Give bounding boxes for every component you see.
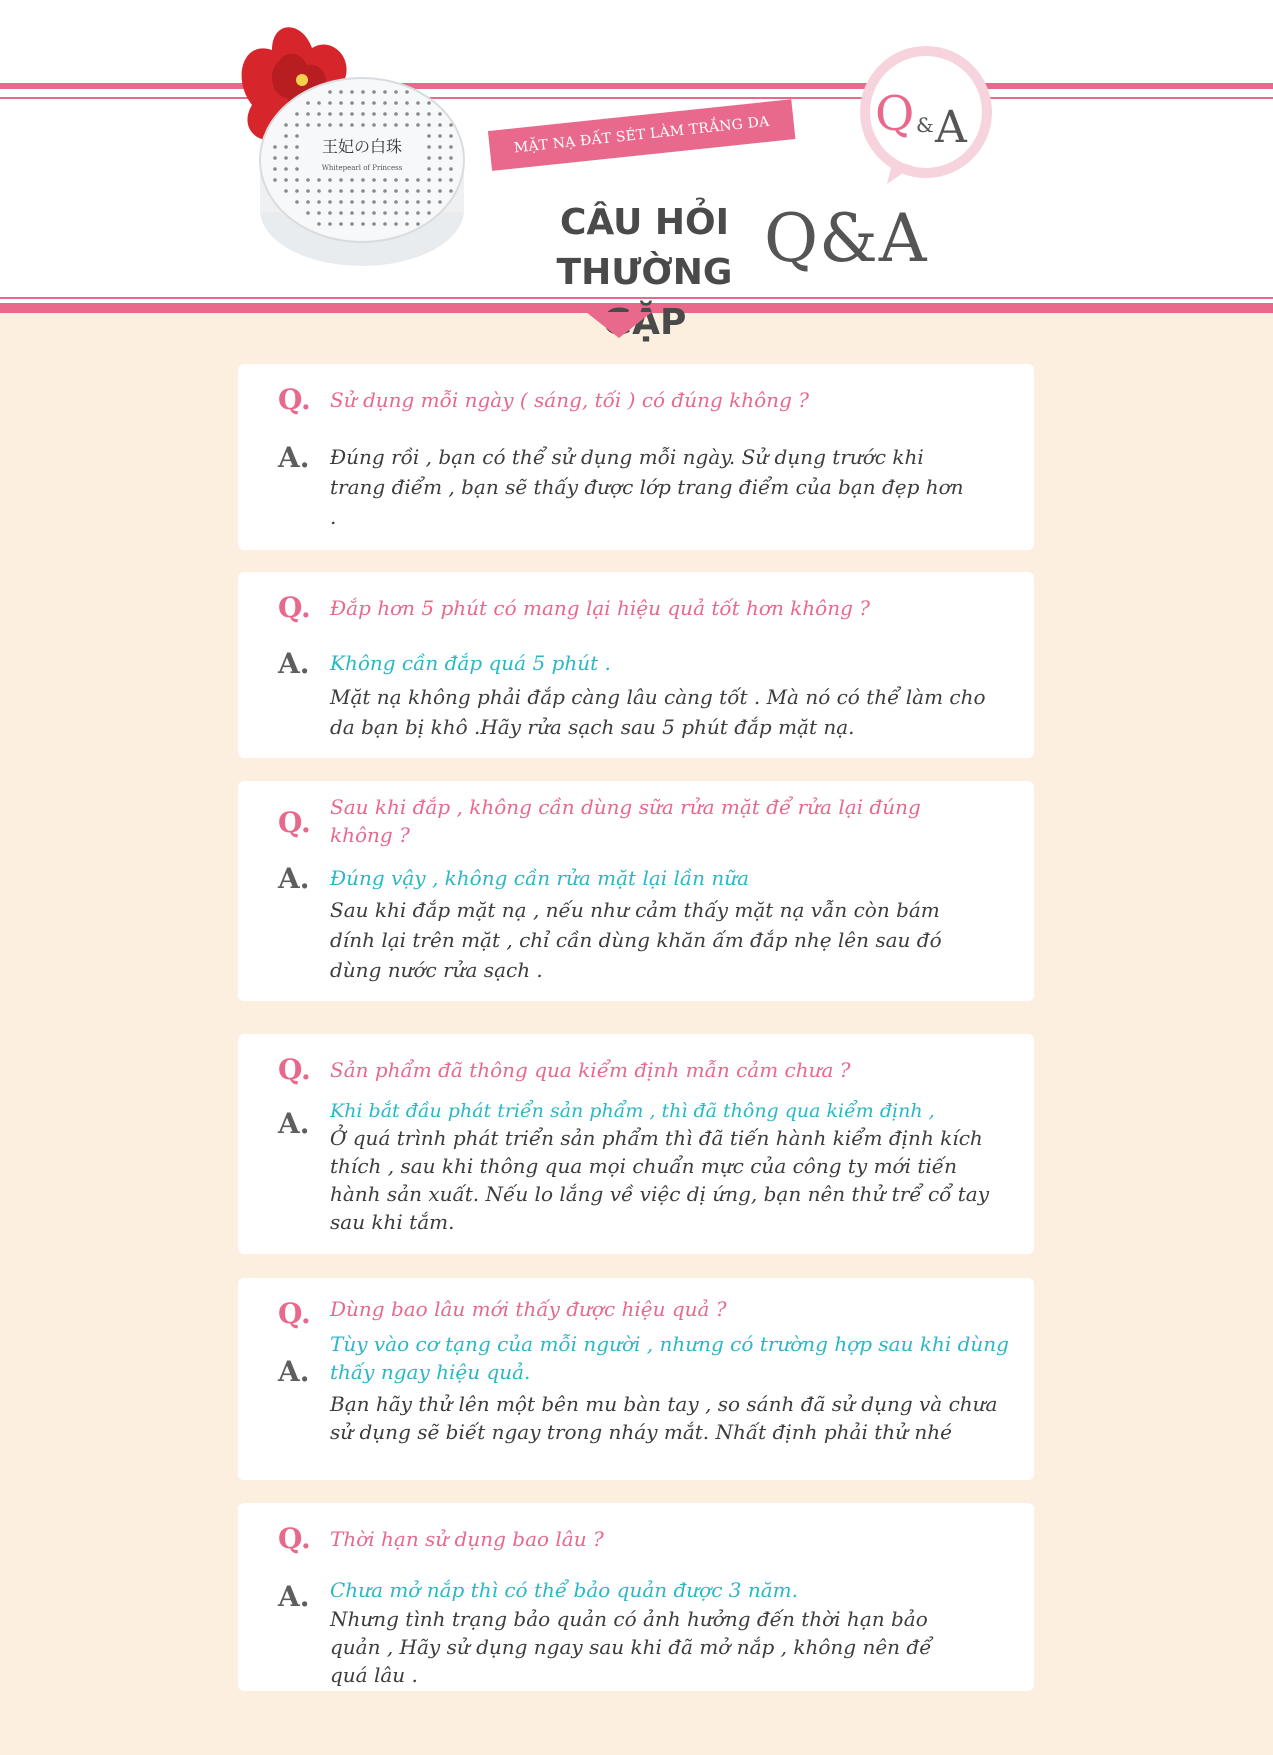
qa-speech-bubble-icon xyxy=(853,42,999,188)
faq-card-1 xyxy=(238,364,1034,550)
answer-head: Đúng vậy , không cần rửa mặt lại lần nữa xyxy=(330,866,750,890)
q-mark: Q. xyxy=(278,1053,311,1086)
top-thin-stripe xyxy=(0,97,1273,99)
qa-logo: Q&A xyxy=(764,200,928,277)
question-text: Sản phẩm đã thông qua kiểm định mẫn cảm chưa ? xyxy=(330,1058,851,1082)
answer-body: Ở quá trình phát triển sản phẩm thì đã tiến hành kiểm định kích thích , sau khi thông qua mọi chuẩn mực của công ty mới tiến hành sản xuất. Nếu lo lắng về việc dị ứng, bạn nên thử trể cổ tay sau khi tắm. xyxy=(330,1126,989,1234)
faq-card-4 xyxy=(238,1034,1034,1254)
product-image xyxy=(232,10,472,300)
faq-card-2 xyxy=(238,572,1034,758)
answer-head: Chưa mở nắp thì có thể bảo quản được 3 năm. xyxy=(330,1578,798,1602)
answer-head: Khi bắt đầu phát triển sản phẩm , thì đã thông qua kiểm định , xyxy=(330,1100,935,1122)
bubble-a-letter: A xyxy=(935,102,967,153)
product-label-main: 王妃の白珠 xyxy=(321,137,403,156)
a-mark: A. xyxy=(278,1107,310,1140)
a-mark: A. xyxy=(278,441,310,474)
answer-body: Bạn hãy thử lên một bên mu bàn tay , so sánh đã sử dụng và chưa sử dụng sẽ biết ngay trong nháy mắt. Nhất định phải thử nhé xyxy=(330,1392,998,1444)
a-mark: A. xyxy=(278,862,310,895)
product-tag: MẶT NẠ ĐẤT SÉT LÀM TRẮNG DA xyxy=(488,99,796,171)
q-mark: Q. xyxy=(278,383,311,416)
question-text: Dùng bao lâu mới thấy được hiệu quả ? xyxy=(330,1297,727,1321)
header-pointer-icon xyxy=(586,312,652,338)
question-text: Thời hạn sử dụng bao lâu ? xyxy=(330,1527,604,1551)
faq-card-6 xyxy=(238,1503,1034,1691)
answer-head: Tùy vào cơ tạng của mỗi người , nhưng có trường hợp sau khi dùng thấy ngay hiệu quả. xyxy=(330,1332,1009,1384)
a-mark: A. xyxy=(278,1580,310,1613)
answer-body: Đúng rồi , bạn có thể sử dụng mỗi ngày. Sử dụng trước khi trang điểm , bạn sẽ thấy được lớp trang điểm của bạn đẹp hơn . xyxy=(330,445,964,529)
faq-card-5 xyxy=(238,1278,1034,1480)
answer-head: Không cần đắp quá 5 phút . xyxy=(330,651,611,675)
top-stripe xyxy=(0,83,1273,89)
product-label-sub: Whitepearl of Princess xyxy=(321,164,403,172)
bubble-q-letter: Q xyxy=(875,86,915,142)
faq-card-3 xyxy=(238,781,1034,1001)
bubble-amp: & xyxy=(916,113,934,137)
q-mark: Q. xyxy=(278,591,311,624)
header-banner xyxy=(0,0,1273,343)
a-mark: A. xyxy=(278,1355,310,1388)
a-mark: A. xyxy=(278,647,310,680)
q-mark: Q. xyxy=(278,806,311,839)
answer-body: Sau khi đắp mặt nạ , nếu như cảm thấy mặt nạ vẫn còn bám dính lại trên mặt , chỉ cần dùng khăn ấm đắp nhẹ lên sau đó dùng nước rửa sạch . xyxy=(330,898,942,982)
answer-body: Nhưng tình trạng bảo quản có ảnh hưởng đến thời hạn bảo quản , Hãy sử dụng ngay sau khi đã mở nắp , không nên để quá lâu . xyxy=(330,1607,932,1687)
page-title: CÂU HỎI THƯỜNG GẶP xyxy=(556,202,733,343)
question-text: Sau khi đắp , không cần dùng sữa rửa mặt để rửa lại đúng không ? xyxy=(330,795,921,847)
answer-body: Mặt nạ không phải đắp càng lâu càng tốt . Mà nó có thể làm cho da bạn bị khô .Hãy rửa sạch sau 5 phút đắp mặt nạ. xyxy=(330,685,986,739)
question-text: Sử dụng mỗi ngày ( sáng, tối ) có đúng không ? xyxy=(330,388,809,412)
q-mark: Q. xyxy=(278,1522,311,1555)
question-text: Đắp hơn 5 phút có mang lại hiệu quả tốt hơn không ? xyxy=(330,596,870,620)
q-mark: Q. xyxy=(278,1297,311,1330)
